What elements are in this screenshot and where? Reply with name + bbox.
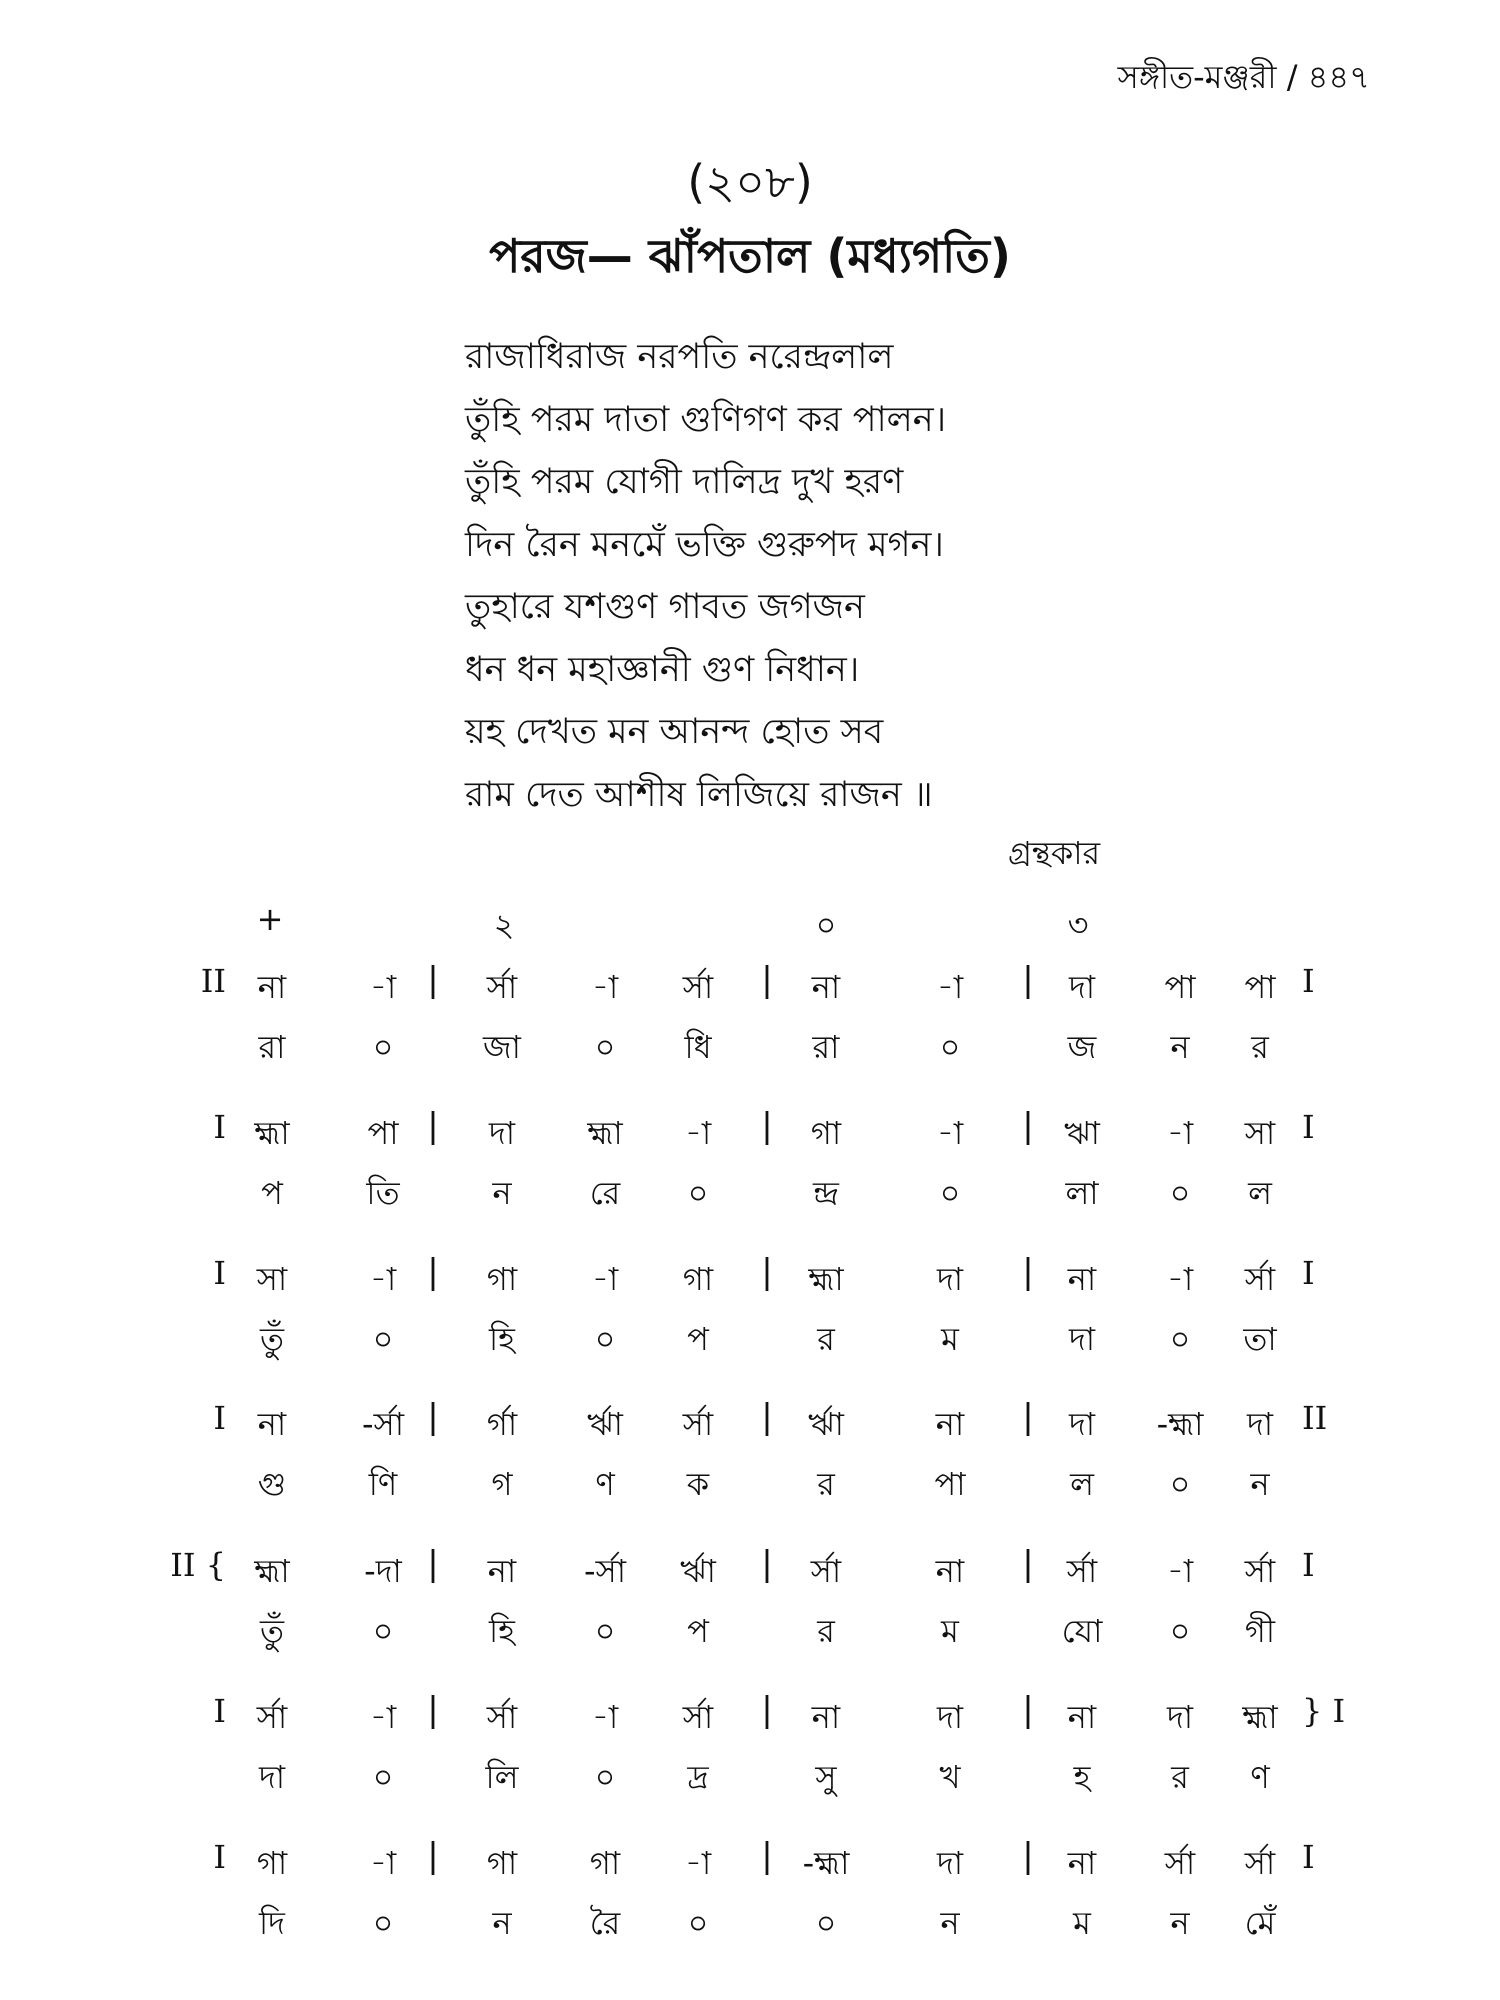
lyric-syllable: রা bbox=[258, 1028, 286, 1066]
row-close-mark: } I bbox=[1302, 1692, 1346, 1730]
swara-note: -া bbox=[591, 1698, 619, 1736]
lyric-syllable: রৈ bbox=[589, 1904, 621, 1942]
beat-mark-khali: ০ bbox=[815, 906, 837, 944]
vibhag-divider: | bbox=[1022, 1397, 1034, 1437]
lyric-syllable: হি bbox=[489, 1612, 515, 1650]
swara-note: দা bbox=[488, 1114, 516, 1152]
row-close-mark: I bbox=[1302, 1254, 1315, 1292]
swara-note: দা bbox=[936, 1698, 964, 1736]
lyric-syllable: দা bbox=[258, 1758, 286, 1796]
lyric-syllable: খ bbox=[939, 1758, 961, 1796]
lyric-syllable: হ bbox=[1073, 1758, 1091, 1796]
swara-note: দা bbox=[1068, 1405, 1096, 1443]
swara-note: -া bbox=[369, 1844, 397, 1882]
vibhag-divider: | bbox=[427, 1690, 439, 1730]
swara-note: গা bbox=[486, 1260, 518, 1298]
swara-note: দা bbox=[1068, 968, 1096, 1006]
page-header: সঙ্গীত-মঞ্জরী / ৪৪৭ bbox=[1117, 58, 1370, 96]
vibhag-divider: | bbox=[761, 1544, 773, 1584]
lyric-syllable: তুঁ bbox=[259, 1612, 285, 1650]
lyric-syllable: ০ bbox=[372, 1904, 394, 1942]
swara-note: পা bbox=[1164, 968, 1196, 1006]
swara-note: -হ্মা bbox=[1156, 1405, 1204, 1443]
vibhag-divider: | bbox=[761, 960, 773, 1000]
swara-note: -া bbox=[1166, 1260, 1194, 1298]
swara-note: সা bbox=[256, 1260, 288, 1298]
swara-note: -া bbox=[369, 968, 397, 1006]
vibhag-divider: | bbox=[1022, 1106, 1034, 1146]
lyric-syllable: প bbox=[687, 1320, 709, 1358]
lyric-syllable: ০ bbox=[594, 1028, 616, 1066]
row-open-mark: I bbox=[213, 1399, 226, 1437]
swara-note: র্সা bbox=[486, 1698, 518, 1736]
lyric-syllable: ধি bbox=[684, 1028, 712, 1066]
lyric-syllable: হি bbox=[489, 1320, 515, 1358]
lyric-syllable: র bbox=[1171, 1758, 1189, 1796]
swara-note: ঋা bbox=[1064, 1114, 1100, 1152]
swara-note: র্গা bbox=[486, 1405, 518, 1443]
swara-note: -া bbox=[369, 1260, 397, 1298]
lyric-syllable: ণি bbox=[368, 1465, 398, 1503]
lyric-syllable: ০ bbox=[372, 1758, 394, 1796]
swara-note: না bbox=[811, 1698, 841, 1736]
song-title: পরজ— ঝাঁপতাল (মধ্যগতি) bbox=[489, 229, 1011, 283]
lyric-syllable: ম bbox=[941, 1320, 959, 1358]
song-number: (২০৮) bbox=[687, 155, 813, 209]
lyric-line: তুহারে যশগুণ গাবত জগজন bbox=[465, 587, 865, 627]
lyric-line: রাম দেত আশীষ লিজিয়ে রাজন ॥ bbox=[465, 774, 933, 815]
swara-note: -া bbox=[369, 1698, 397, 1736]
swara-note: -া bbox=[684, 1114, 712, 1152]
swara-note: -র্সা bbox=[584, 1552, 626, 1590]
vibhag-divider: | bbox=[427, 1106, 439, 1146]
lyric-syllable: গ bbox=[491, 1465, 513, 1503]
swara-note: -া bbox=[684, 1844, 712, 1882]
lyric-syllable: ন্দ্র bbox=[813, 1174, 839, 1212]
swara-note: -া bbox=[591, 1260, 619, 1298]
swara-note: -া bbox=[936, 968, 964, 1006]
beat-mark-sam: + bbox=[256, 900, 284, 938]
lyric-syllable: ল bbox=[1248, 1174, 1272, 1212]
swara-note: না bbox=[1067, 1698, 1097, 1736]
swara-note: র্সা bbox=[1244, 1552, 1276, 1590]
lyric-syllable: ন bbox=[1170, 1904, 1190, 1942]
swara-note: র্সা bbox=[1164, 1844, 1196, 1882]
author-credit: গ্রন্থকার bbox=[1008, 834, 1101, 872]
swara-note: না bbox=[811, 968, 841, 1006]
lyric-line: য়হ দেখত মন আনন্দ হোত সব bbox=[465, 712, 884, 752]
swara-note: র্ঋা bbox=[587, 1405, 623, 1443]
swara-note: না bbox=[1067, 1260, 1097, 1298]
vibhag-divider: | bbox=[761, 1690, 773, 1730]
row-close-mark: I bbox=[1302, 1838, 1315, 1876]
lyric-syllable: মেঁ bbox=[1244, 1904, 1276, 1942]
swara-note: দা bbox=[936, 1260, 964, 1298]
lyric-syllable: জা bbox=[483, 1028, 521, 1066]
swara-note: না bbox=[487, 1552, 517, 1590]
lyric-syllable: ক bbox=[686, 1465, 710, 1503]
lyric-syllable: ০ bbox=[939, 1174, 961, 1212]
row-close-mark: II bbox=[1302, 1399, 1328, 1437]
vibhag-divider: | bbox=[1022, 1690, 1034, 1730]
lyric-syllable: ম bbox=[941, 1612, 959, 1650]
swara-note: র্সা bbox=[1066, 1552, 1098, 1590]
lyric-syllable: র bbox=[817, 1612, 835, 1650]
vibhag-divider: | bbox=[427, 1252, 439, 1292]
lyric-syllable: ০ bbox=[594, 1320, 616, 1358]
vibhag-divider: | bbox=[427, 1836, 439, 1876]
lyric-syllable: গী bbox=[1244, 1612, 1276, 1650]
lyric-line: দিন রৈন মনমেঁ ভক্তি গুরুপদ মগন। bbox=[465, 524, 944, 565]
lyric-syllable: জ bbox=[1067, 1028, 1097, 1066]
lyric-syllable: লা bbox=[1065, 1174, 1099, 1212]
lyric-syllable: লি bbox=[485, 1758, 519, 1796]
lyric-syllable: র bbox=[817, 1320, 835, 1358]
swara-note: -র্সা bbox=[362, 1405, 404, 1443]
lyric-syllable: ন bbox=[492, 1174, 512, 1212]
swara-note: না bbox=[935, 1405, 965, 1443]
lyric-syllable: দা bbox=[1068, 1320, 1096, 1358]
swara-note: সা bbox=[1244, 1114, 1276, 1152]
lyric-syllable: রে bbox=[589, 1174, 621, 1212]
swara-note: না bbox=[257, 968, 287, 1006]
lyric-syllable: র bbox=[817, 1465, 835, 1503]
swara-note: দা bbox=[1246, 1405, 1274, 1443]
lyric-syllable: ০ bbox=[372, 1612, 394, 1650]
lyric-syllable: ০ bbox=[1169, 1612, 1191, 1650]
swara-note: -দা bbox=[364, 1552, 402, 1590]
lyric-syllable: সু bbox=[815, 1758, 837, 1796]
lyric-syllable: ল bbox=[1070, 1465, 1094, 1503]
swara-note: র্সা bbox=[810, 1552, 842, 1590]
swara-note: র্সা bbox=[256, 1698, 288, 1736]
lyric-syllable: যো bbox=[1061, 1612, 1103, 1650]
lyric-syllable: প bbox=[261, 1174, 283, 1212]
swara-note: র্ঋা bbox=[808, 1405, 844, 1443]
vibhag-divider: | bbox=[427, 1397, 439, 1437]
swara-note: র্সা bbox=[1244, 1260, 1276, 1298]
swara-note: হ্মা bbox=[587, 1114, 623, 1152]
vibhag-divider: | bbox=[1022, 1836, 1034, 1876]
swara-note: দা bbox=[1166, 1698, 1194, 1736]
vibhag-divider: | bbox=[1022, 960, 1034, 1000]
vibhag-divider: | bbox=[761, 1836, 773, 1876]
lyric-syllable: ন bbox=[1250, 1465, 1270, 1503]
swara-note: র্সা bbox=[682, 1698, 714, 1736]
swara-note: না bbox=[935, 1552, 965, 1590]
lyric-syllable: রা bbox=[812, 1028, 840, 1066]
beat-mark-3: ৩ bbox=[1067, 906, 1089, 944]
row-open-mark: II { bbox=[170, 1546, 226, 1584]
lyric-syllable: ০ bbox=[687, 1904, 709, 1942]
vibhag-divider: | bbox=[1022, 1544, 1034, 1584]
swara-note: না bbox=[257, 1405, 287, 1443]
swara-note: গা bbox=[682, 1260, 714, 1298]
swara-note: না bbox=[1067, 1844, 1097, 1882]
swara-note: গা bbox=[810, 1114, 842, 1152]
swara-note: র্সা bbox=[682, 968, 714, 1006]
row-close-mark: I bbox=[1302, 1546, 1315, 1584]
lyric-syllable: দি bbox=[259, 1904, 285, 1942]
beat-mark-2: ২ bbox=[493, 906, 515, 944]
swara-note: -া bbox=[1166, 1114, 1194, 1152]
lyric-syllable: ন bbox=[1170, 1028, 1190, 1066]
swara-note: পা bbox=[367, 1114, 399, 1152]
vibhag-divider: | bbox=[427, 1544, 439, 1584]
lyric-syllable: তি bbox=[366, 1174, 400, 1212]
swara-note: গা bbox=[486, 1844, 518, 1882]
lyric-syllable: ০ bbox=[1169, 1465, 1191, 1503]
vibhag-divider: | bbox=[761, 1397, 773, 1437]
lyric-line: রাজাধিরাজ নরপতি নরেন্দ্রলাল bbox=[465, 337, 894, 377]
lyric-syllable: পা bbox=[934, 1465, 966, 1503]
swara-note: হ্মা bbox=[254, 1552, 290, 1590]
row-open-mark: II bbox=[200, 962, 226, 1000]
lyric-syllable: ০ bbox=[815, 1904, 837, 1942]
lyric-syllable: ০ bbox=[1169, 1320, 1191, 1358]
swara-note: হ্মা bbox=[808, 1260, 844, 1298]
row-open-mark: I bbox=[213, 1254, 226, 1292]
lyric-syllable: ০ bbox=[687, 1174, 709, 1212]
swara-note: পা bbox=[1244, 968, 1276, 1006]
lyric-line: তুঁহি পরম যোগী দালিদ্র দুখ হরণ bbox=[465, 462, 904, 502]
lyric-syllable: ম bbox=[1073, 1904, 1091, 1942]
swara-note: র্সা bbox=[682, 1405, 714, 1443]
lyric-syllable: র bbox=[1251, 1028, 1269, 1066]
lyric-syllable: ০ bbox=[372, 1028, 394, 1066]
lyric-syllable: ০ bbox=[594, 1612, 616, 1650]
vibhag-divider: | bbox=[427, 960, 439, 1000]
lyric-syllable: ন bbox=[940, 1904, 960, 1942]
swara-note: গা bbox=[256, 1844, 288, 1882]
lyric-syllable: ০ bbox=[939, 1028, 961, 1066]
lyric-syllable: দ্র bbox=[687, 1758, 709, 1796]
lyric-syllable: গু bbox=[257, 1465, 287, 1503]
lyric-syllable: ০ bbox=[1169, 1174, 1191, 1212]
lyric-syllable: ণ bbox=[595, 1465, 615, 1503]
lyric-syllable: ন bbox=[492, 1904, 512, 1942]
lyric-syllable: ০ bbox=[372, 1320, 394, 1358]
swara-note: -া bbox=[1166, 1552, 1194, 1590]
swara-note: র্ঋা bbox=[680, 1552, 716, 1590]
row-open-mark: I bbox=[213, 1838, 226, 1876]
row-close-mark: I bbox=[1302, 1108, 1315, 1146]
swara-note: হ্মা bbox=[1242, 1698, 1278, 1736]
lyric-syllable: ণ bbox=[1250, 1758, 1270, 1796]
vibhag-divider: | bbox=[1022, 1252, 1034, 1292]
lyrics-block bbox=[465, 326, 946, 826]
lyric-line: তুঁহি পরম দাতা গুণিগণ কর পালন। bbox=[465, 399, 947, 440]
lyric-syllable: তুঁ bbox=[259, 1320, 285, 1358]
row-open-mark: I bbox=[213, 1692, 226, 1730]
lyric-syllable: তা bbox=[1243, 1320, 1277, 1358]
swara-note: হ্মা bbox=[254, 1114, 290, 1152]
swara-note: -হ্মা bbox=[802, 1844, 850, 1882]
swara-note: র্সা bbox=[486, 968, 518, 1006]
lyric-syllable: প bbox=[687, 1612, 709, 1650]
swara-note: -া bbox=[936, 1114, 964, 1152]
vibhag-divider: | bbox=[761, 1252, 773, 1292]
lyric-syllable: ০ bbox=[594, 1758, 616, 1796]
swara-note: -া bbox=[591, 968, 619, 1006]
swara-note: গা bbox=[589, 1844, 621, 1882]
row-open-mark: I bbox=[213, 1108, 226, 1146]
lyric-line: ধন ধন মহাজ্ঞানী গুণ নিধান। bbox=[465, 649, 860, 690]
vibhag-divider: | bbox=[761, 1106, 773, 1146]
row-close-mark: I bbox=[1302, 962, 1315, 1000]
swara-note: র্সা bbox=[1244, 1844, 1276, 1882]
swara-note: দা bbox=[936, 1844, 964, 1882]
